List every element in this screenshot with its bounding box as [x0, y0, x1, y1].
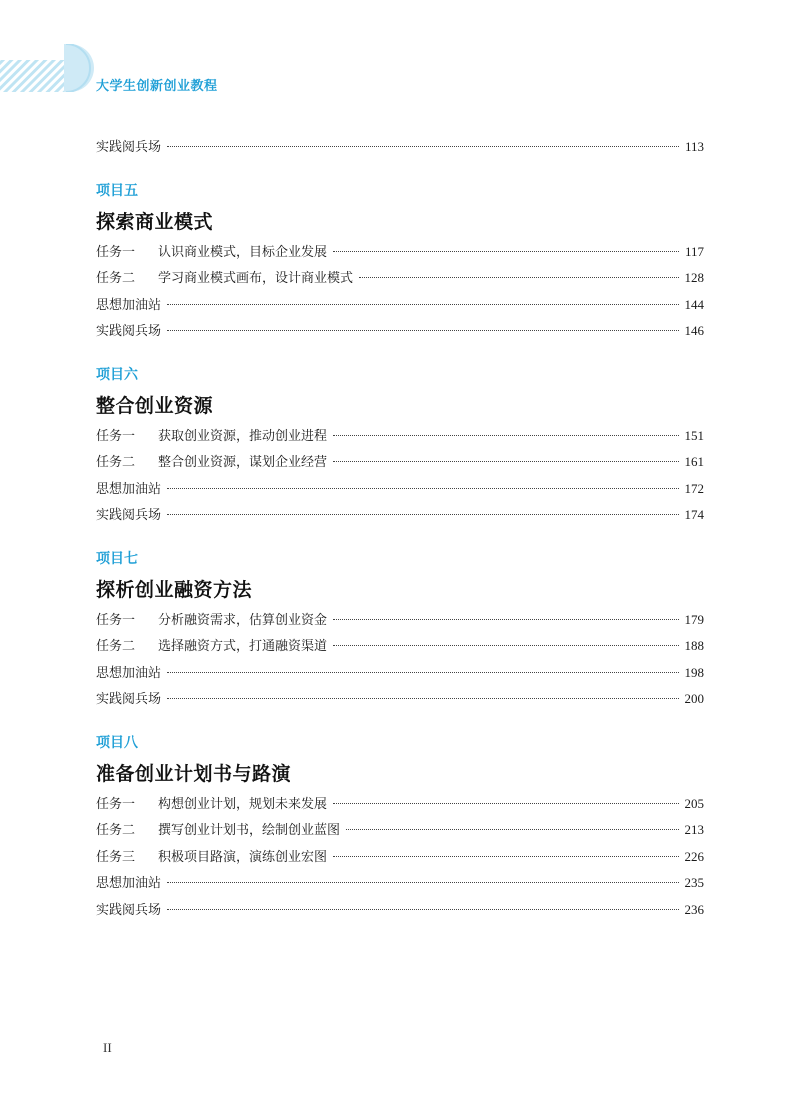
table-of-contents [96, 134, 704, 923]
dot-leader [359, 276, 678, 278]
toc-entry[interactable] [96, 423, 704, 450]
toc-entry[interactable] [96, 318, 704, 345]
toc-entry-page: 213 [684, 822, 704, 837]
toc-entry-name: 选择融资方式，打通融资渠道 [158, 639, 328, 654]
toc-entry-name: 实践阅兵场 [96, 324, 162, 339]
toc-entry-page: 205 [684, 795, 704, 811]
toc-entry-page: 113 [684, 139, 704, 154]
toc-entry-name: 思想加油站 [96, 665, 162, 681]
toc-entry-name: 实践阅兵场 [96, 140, 162, 155]
toc-entry-name: 认识商业模式，目标企业发展 [158, 244, 328, 260]
dot-leader [167, 513, 678, 515]
dot-leader [167, 908, 678, 910]
toc-entry-task: 任务二 [96, 823, 136, 838]
toc-entry-task: 任务一 [96, 796, 136, 812]
toc-entry-name: 实践阅兵场 [96, 508, 162, 523]
dot-leader [167, 881, 678, 883]
project-section [96, 365, 704, 529]
toc-entry[interactable] [96, 265, 704, 292]
toc-entry-name: 获取创业资源，推动创业进程 [158, 428, 328, 444]
toc-entry-name: 思想加油站 [96, 481, 162, 497]
toc-entry[interactable] [96, 502, 704, 529]
toc-entry[interactable] [96, 897, 704, 924]
project-title[interactable]: 探析创业融资方法 [96, 578, 253, 601]
toc-entry[interactable] [96, 134, 704, 161]
dot-leader [333, 250, 679, 252]
dot-leader [167, 329, 678, 331]
page-number: II [103, 1040, 112, 1055]
toc-entry[interactable] [96, 292, 704, 319]
dot-leader [167, 697, 678, 699]
toc-entry[interactable] [96, 476, 704, 503]
project-title[interactable]: 探索商业模式 [96, 210, 214, 233]
project-title[interactable]: 整合创业资源 [96, 394, 214, 417]
page-header [0, 44, 800, 92]
toc-entry-name: 撰写创业计划书，绘制创业蓝图 [158, 823, 341, 838]
toc-entry-name: 构想创业计划，规划未来发展 [158, 796, 328, 812]
toc-entry-page: 179 [684, 611, 704, 627]
toc-entry-page: 174 [684, 507, 704, 522]
toc-entry[interactable] [96, 633, 704, 660]
toc-entry-page: 226 [684, 848, 704, 864]
dot-leader [167, 487, 678, 489]
dot-leader [167, 303, 678, 305]
toc-entry-task: 任务二 [96, 455, 136, 470]
dot-leader [333, 644, 678, 646]
toc-entry-page: 151 [684, 427, 704, 443]
dot-leader [333, 855, 678, 857]
toc-entry-task: 任务一 [96, 612, 136, 628]
toc-entry-page: 236 [684, 901, 704, 917]
toc-entry[interactable] [96, 844, 704, 871]
toc-entry-name: 实践阅兵场 [96, 902, 162, 918]
toc-entry-task: 任务二 [96, 639, 136, 654]
toc-entry-task: 任务三 [96, 849, 136, 865]
toc-entry-task: 任务二 [96, 271, 136, 286]
toc-entry-page: 200 [684, 691, 704, 706]
toc-entry[interactable] [96, 817, 704, 844]
dot-leader [333, 802, 678, 804]
toc-entry[interactable] [96, 791, 704, 818]
dot-leader [333, 434, 678, 436]
toc-entry-page: 235 [684, 875, 704, 890]
dot-leader [167, 145, 679, 147]
toc-entry-page: 146 [684, 323, 704, 338]
book-title: 大学生创新创业教程 [96, 79, 218, 94]
project-label: 项目七 [96, 550, 138, 567]
toc-entry-page: 117 [684, 243, 704, 259]
toc-entry-page: 128 [684, 270, 704, 285]
toc-entry-name: 学习商业模式画布，设计商业模式 [158, 271, 354, 286]
project-label: 项目八 [96, 734, 138, 751]
project-section [96, 549, 704, 713]
toc-entry[interactable] [96, 870, 704, 897]
toc-entry[interactable] [96, 607, 704, 634]
toc-entry-name: 思想加油站 [96, 297, 162, 313]
toc-entry-name: 积极项目路演，演练创业宏图 [158, 849, 328, 865]
toc-entry[interactable] [96, 449, 704, 476]
toc-entry[interactable] [96, 239, 704, 266]
dot-leader [346, 828, 678, 830]
toc-entry-page: 172 [684, 480, 704, 496]
toc-entry-name: 思想加油站 [96, 876, 162, 891]
toc-entry-page: 144 [684, 296, 704, 312]
toc-entry-page: 188 [684, 638, 704, 653]
project-title[interactable]: 准备创业计划书与路演 [96, 762, 292, 785]
toc-entry-name: 实践阅兵场 [96, 692, 162, 707]
toc-entry-task: 任务一 [96, 244, 136, 260]
toc-entry[interactable] [96, 686, 704, 713]
toc-entry-name: 整合创业资源，谋划企业经营 [158, 455, 328, 470]
toc-entry-page: 161 [684, 454, 704, 469]
toc-entry-task: 任务一 [96, 428, 136, 444]
toc-entry-page: 198 [684, 664, 704, 680]
dot-leader [167, 671, 678, 673]
dot-leader [333, 618, 678, 620]
project-label: 项目五 [96, 182, 138, 199]
project-label: 项目六 [96, 366, 138, 383]
toc-entry-name: 分析融资需求，估算创业资金 [158, 612, 328, 628]
toc-entry[interactable] [96, 660, 704, 687]
project-section [96, 733, 704, 924]
dot-leader [333, 460, 678, 462]
project-section [96, 181, 704, 345]
